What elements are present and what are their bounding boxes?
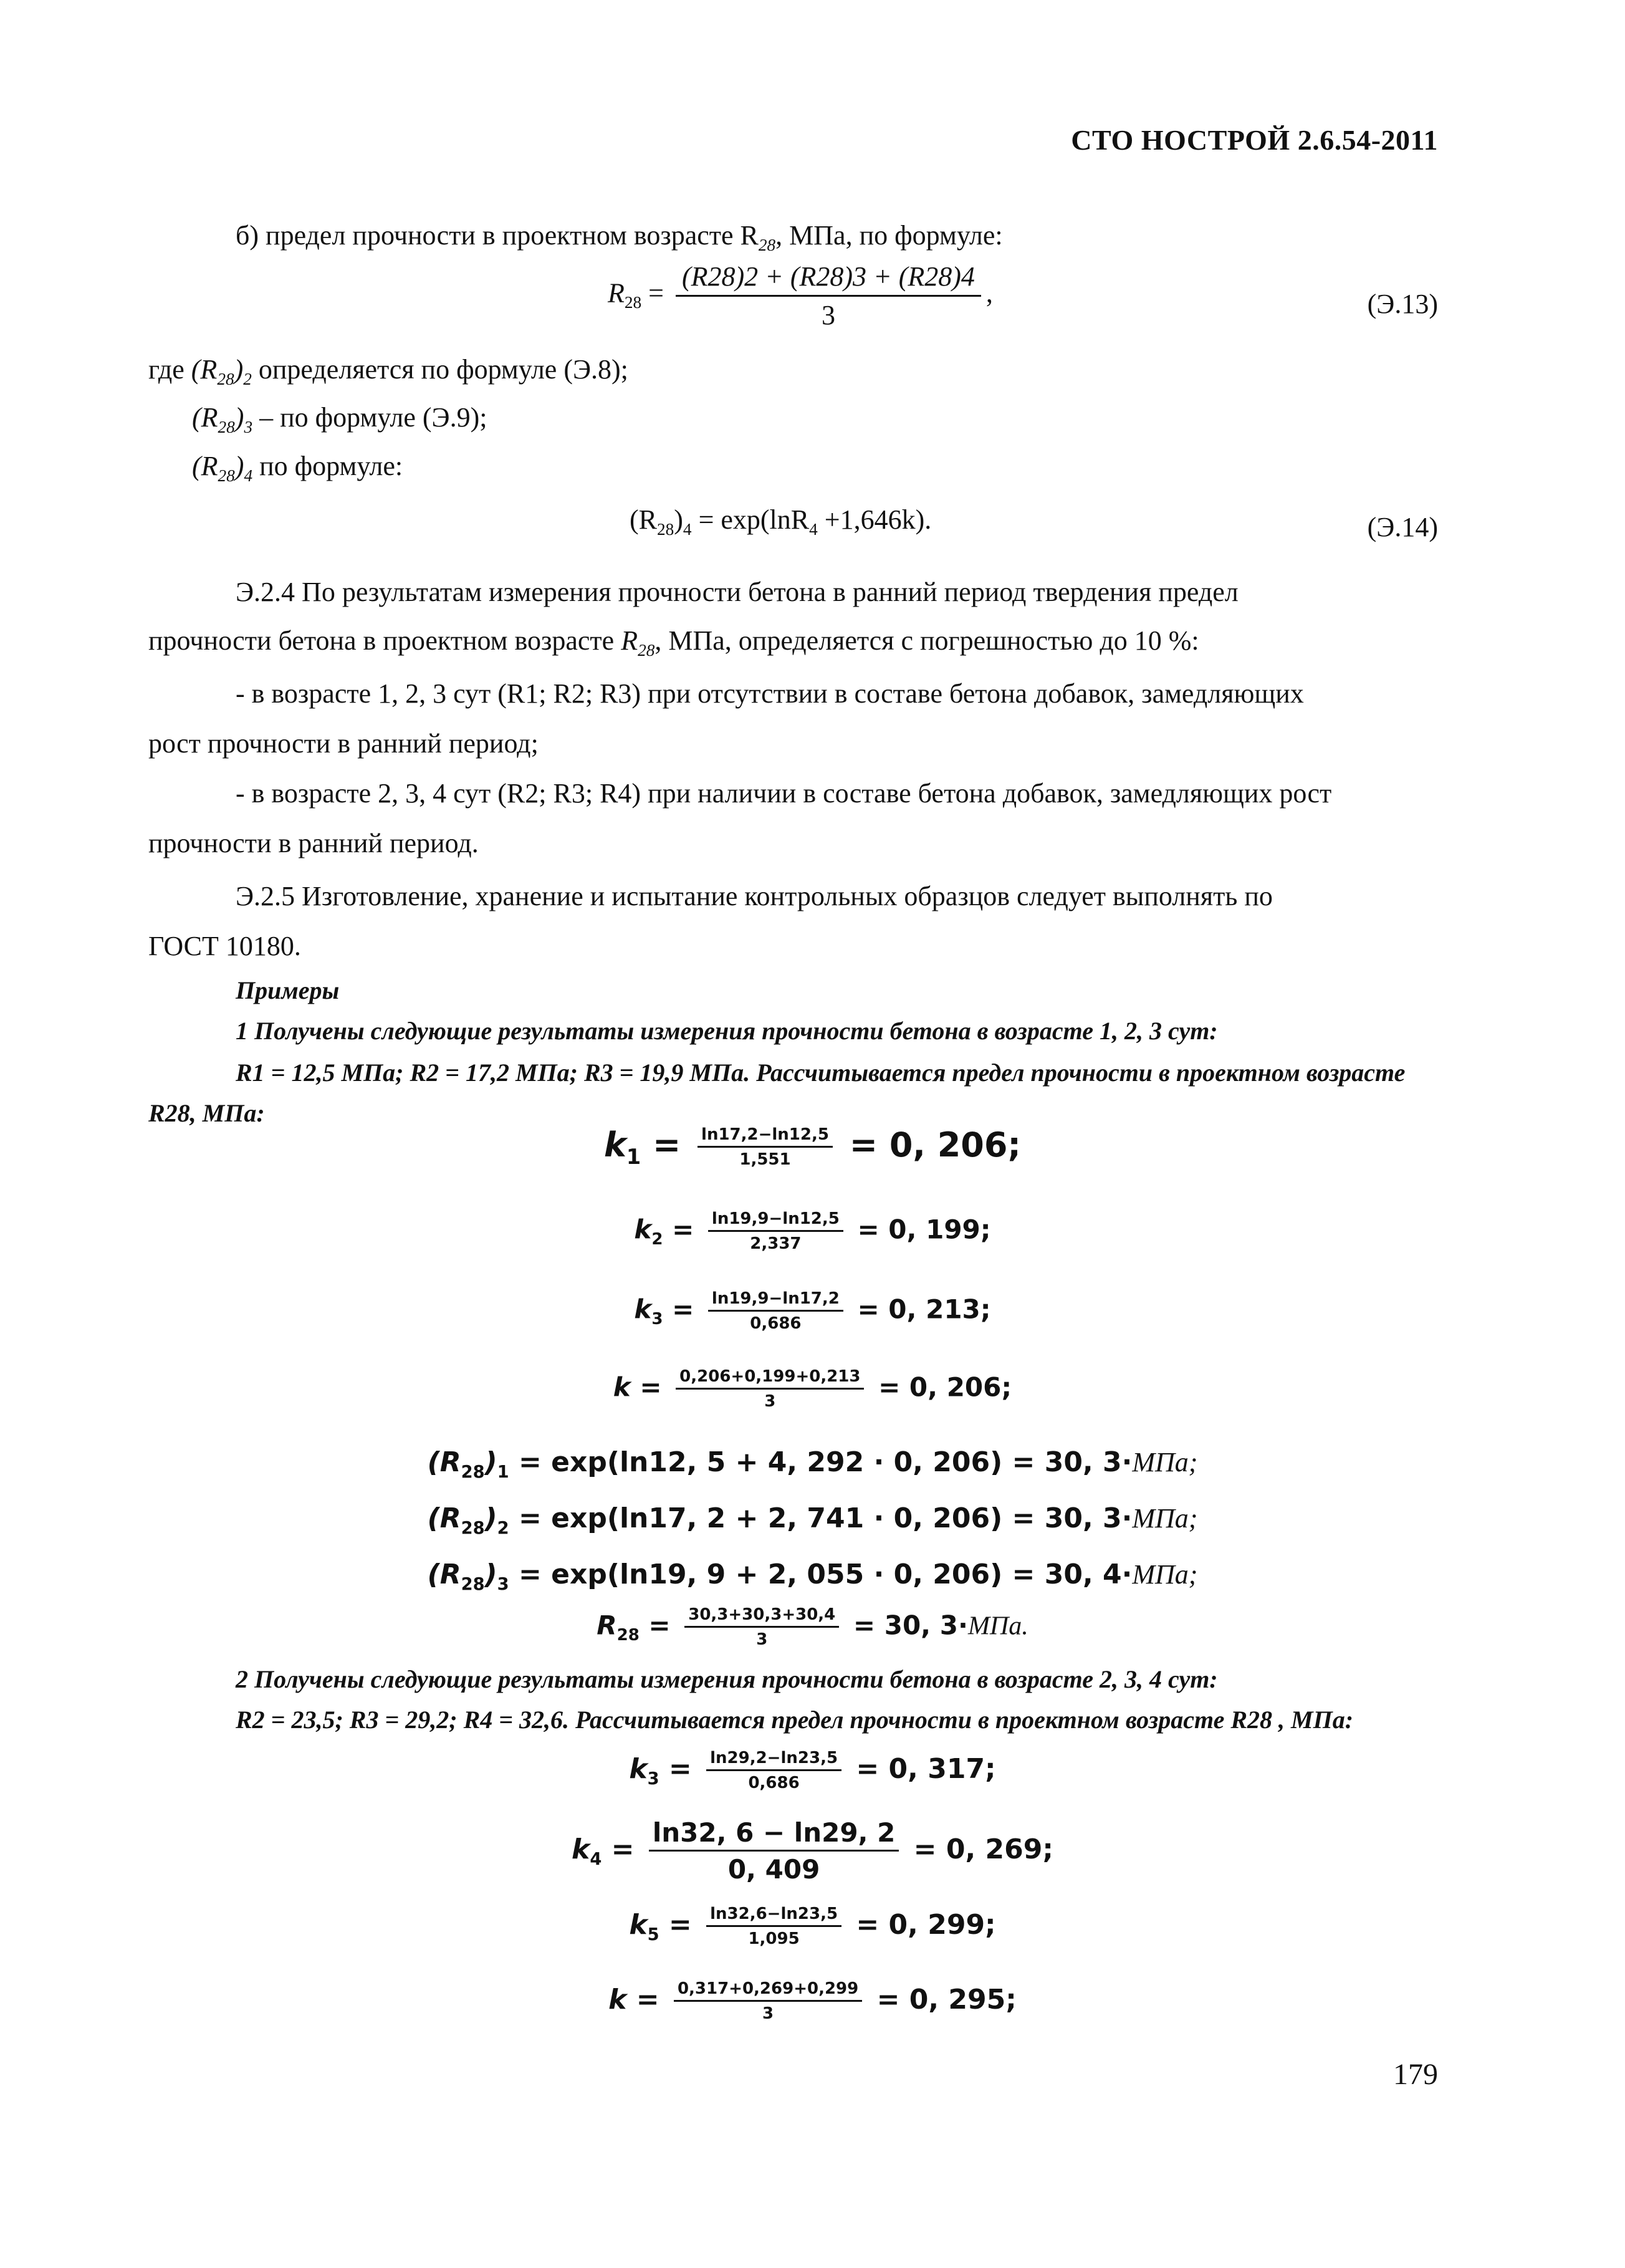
where2-close: ): [234, 402, 244, 433]
calc1-k-fraction: [676, 1367, 864, 1411]
calc1-r3-idx: 3: [497, 1574, 509, 1594]
calc1-r3-rhs: = exp(ln19, 9 + 2, 055 · 0, 206) = 30, 4·: [509, 1559, 1133, 1590]
calc2-k3-num: ln29,2−ln23,5: [706, 1749, 841, 1771]
calc2-k4-var: k: [572, 1833, 590, 1865]
calc1-r28-fraction: [684, 1605, 839, 1649]
calc1-r1-lhs: (R: [427, 1446, 461, 1478]
eq13-lhs-sub: 28: [624, 293, 642, 312]
eq13-numerator: (R28)2 + (R28)3 + (R28)4: [676, 261, 981, 297]
calc1-r2: [0, 1502, 1625, 1538]
calc2-k5-res: = 0, 299;: [856, 1909, 996, 1941]
eq13-lhs: R: [608, 277, 625, 309]
eq13-eq: =: [648, 277, 664, 309]
calc1-r2-unit: МПа;: [1132, 1503, 1198, 1534]
calc1-k1-var: k: [603, 1125, 626, 1165]
calc1-r28-num: 30,3+30,3+30,4: [684, 1605, 839, 1628]
eq14-rhs-sub: 4: [809, 519, 818, 539]
paragraph-e25-line1: Э.2.5 Изготовление, хранение и испытание контрольных образцов следует выполнять по: [236, 881, 1273, 911]
where-line-1: [148, 346, 1445, 396]
calc1-k2: $k_2$ = $\frac{\ln 19,9-\ln 12,5}{2,337}$ = 0, 199;: [634, 1209, 991, 1253]
where-line-3: [192, 443, 1488, 493]
calc2-k3-den: 0,686: [748, 1774, 800, 1792]
calc2-k4-fraction: [649, 1817, 899, 1885]
calc1-k2-num: ln19,9−ln12,5: [708, 1209, 843, 1232]
example2-values: R2 = 23,5; R3 = 29,2; R4 = 32,6. Рассчитывается предел прочности в проектном возрасте R28 , МПа:: [236, 1706, 1354, 1734]
calc1-r1-rhs: = exp(ln12, 5 + 4, 292 · 0, 206) = 30, 3·: [509, 1446, 1133, 1478]
calc1-r28-unit: МПа.: [967, 1612, 1028, 1641]
calc1-k3-den: 0,686: [750, 1314, 802, 1333]
where3-idx: 4: [244, 466, 253, 485]
calc1-r28: $R_{28}$ = $\frac{30,3+30,3+30,4}{3}$ = 30, 3·МПа.: [597, 1605, 1028, 1649]
calc2-k-var: k: [608, 1984, 627, 2016]
eq14-rhs-tail: +1,646k).: [817, 504, 932, 535]
calc2-k5-num: ln32,6−ln23,5: [706, 1905, 841, 1927]
eq14-lhs-sub: 28: [657, 519, 674, 539]
calc2-k5: $k_5$ = $\frac{\ln 32,6-\ln 23,5}{1,095}$ = 0, 299;: [629, 1905, 996, 1948]
calc1-k1-fraction: [697, 1125, 833, 1169]
calc1-k3-fraction: [708, 1289, 843, 1333]
calc1-k2-den: 2,337: [750, 1234, 802, 1253]
where3-var: (R: [192, 451, 218, 481]
example1-intro: 1 Получены следующие результаты измерения прочности бетона в возрасте 1, 2, 3 сут:: [236, 1017, 1218, 1045]
calc1-k-var: k: [613, 1372, 631, 1403]
calc2-k4-den: 0, 409: [727, 1854, 820, 1885]
where3-text: по формуле:: [252, 451, 403, 481]
calc1-k-res: = 0, 206;: [878, 1372, 1012, 1403]
calc1-r2-rhs: = exp(ln17, 2 + 2, 741 · 0, 206) = 30, 3·: [509, 1502, 1133, 1534]
calc1-r2-close: ): [484, 1502, 497, 1534]
calc1-k-den: 3: [764, 1392, 776, 1411]
where1-idx: 2: [243, 369, 252, 388]
calc2-k4-num: ln32, 6 − ln29, 2: [649, 1817, 899, 1852]
calc1-r2-lhs: (R: [427, 1502, 461, 1534]
e24-line2a: прочности бетона в проектном возрасте: [148, 625, 621, 656]
calc1-r28-var: R: [597, 1610, 617, 1641]
where3-close: ): [234, 451, 244, 481]
bullet1-line2: рост прочности в ранний период;: [148, 728, 539, 759]
where2-var: (R: [192, 402, 218, 433]
calc1-r1-sub: 28: [461, 1462, 485, 1482]
equation-e14: [630, 504, 932, 539]
calc1-k2-sub: 2: [651, 1229, 663, 1249]
where3-sub: 28: [218, 466, 235, 485]
example1-values-cont: R28, МПа:: [148, 1099, 265, 1127]
calc1-k2-res: = 0, 199;: [857, 1214, 991, 1245]
eq13-denominator: 3: [821, 300, 835, 330]
calc1-k3: $k_3$ = $\frac{\ln 19,9-\ln 17,2}{0,686}$ = 0, 213;: [634, 1289, 991, 1333]
calc2-k5-den: 1,095: [748, 1929, 800, 1948]
where1-text: определяется по формуле (Э.8);: [251, 354, 628, 385]
e24-line2-var: R: [621, 625, 638, 656]
calc1-k-num: 0,206+0,199+0,213: [676, 1367, 864, 1390]
eq14-lhs-idx: 4: [683, 519, 692, 539]
e24-line2-sub: 28: [638, 640, 655, 660]
where2-sub: 28: [218, 417, 235, 436]
bullet1-line1: - в возрасте 1, 2, 3 сут (R1; R2; R3) при отсутствии в составе бетона добавок, замедляющих: [236, 678, 1304, 709]
calc2-k3-res: = 0, 317;: [856, 1753, 996, 1785]
calc2-k4-sub: 4: [590, 1849, 602, 1869]
example2-intro: 2 Получены следующие результаты измерения прочности бетона в возрасте 2, 3, 4 сут:: [236, 1665, 1218, 1693]
calc1-r2-idx: 2: [497, 1518, 509, 1538]
calc1-k2-var: k: [634, 1214, 652, 1245]
paragraph-e25-line2: ГОСТ 10180.: [148, 931, 301, 961]
examples-title: Примеры: [236, 976, 340, 1004]
calc1-k1-den: 1,551: [739, 1150, 791, 1170]
calc1-r28-res: = 30, 3·: [853, 1610, 968, 1641]
calc1-k3-sub: 3: [651, 1309, 663, 1329]
paragraph-b-text: б) предел прочности в проектном возрасте R: [236, 220, 759, 251]
equation-e13: [608, 261, 993, 331]
calc1-k1-res: = 0, 206;: [849, 1125, 1022, 1165]
calc1-r28-den: 3: [756, 1630, 768, 1649]
paragraph-b-tail: , МПа, по формуле:: [775, 220, 1003, 251]
where1-sub: 28: [217, 369, 234, 388]
e24-line2b: , МПа, определяется с погрешностью до 10 %:: [654, 625, 1199, 656]
calc1-k3-res: = 0, 213;: [857, 1294, 991, 1325]
example1-values: R1 = 12,5 МПа; R2 = 17,2 МПа; R3 = 19,9 МПа. Рассчитывается предел прочности в проектном возрасте: [236, 1059, 1406, 1087]
where1-pre: где: [148, 354, 191, 385]
calc2-k5-var: k: [629, 1909, 648, 1941]
calc2-k-fraction: [674, 1979, 862, 2023]
eq13-number: (Э.13): [1367, 289, 1438, 319]
calc2-k5-fraction: [706, 1905, 841, 1948]
calc1-r2-sub: 28: [461, 1518, 485, 1538]
calc2-k3-var: k: [629, 1753, 648, 1785]
calc1-r1-unit: МПа;: [1132, 1447, 1198, 1478]
calc1-r3-unit: МПа;: [1132, 1559, 1198, 1590]
calc1-k1-num: ln17,2−ln12,5: [697, 1125, 833, 1148]
calc1-r3-lhs: (R: [427, 1559, 461, 1590]
calc1-r1-close: ): [484, 1446, 497, 1478]
calc1-r1: [0, 1446, 1625, 1482]
calc2-k: k = $\frac{0,317+0,269+0,299}{3}$ = 0, 295;: [608, 1979, 1017, 2023]
calc2-k3-sub: 3: [647, 1769, 659, 1789]
paragraph-b: [148, 212, 1445, 262]
eq14-lhs: (R: [630, 504, 657, 535]
where2-idx: 3: [244, 417, 253, 436]
calc1-r28-sub: 28: [616, 1625, 640, 1645]
calc2-k-res: = 0, 295;: [876, 1984, 1017, 2016]
eq14-lhs-close: ): [674, 504, 683, 535]
where2-text: – по формуле (Э.9);: [252, 402, 487, 433]
bullet2-line2: прочности в ранний период.: [148, 828, 479, 858]
calc2-k-num: 0,317+0,269+0,299: [674, 1979, 862, 2002]
calc2-k5-sub: 5: [647, 1924, 659, 1944]
eq13-fraction: [676, 261, 981, 331]
bullet2-line1: - в возрасте 2, 3, 4 сут (R2; R3; R4) при наличии в составе бетона добавок, замедляющих рост: [236, 778, 1332, 809]
calc1-r3-sub: 28: [461, 1574, 485, 1594]
paragraph-e24-line1: Э.2.4 По результатам измерения прочности бетона в ранний период твердения предел: [236, 577, 1239, 607]
eq14-rhs: = exp(lnR: [691, 504, 810, 535]
eq13-tail: ,: [985, 277, 993, 309]
calc2-k4-res: = 0, 269;: [913, 1833, 1053, 1865]
calc1-k: k = $\frac{0,206+0,199+0,213}{3}$ = 0, 206;: [613, 1367, 1012, 1411]
calc2-k3: $k_3$ = $\frac{\ln 29,2-\ln 23,5}{0,686}$ = 0, 317;: [629, 1749, 996, 1792]
where1-var: (R: [191, 354, 218, 385]
where1-close: ): [234, 354, 244, 385]
calc1-k3-var: k: [634, 1294, 652, 1325]
eq14-number: (Э.14): [1367, 512, 1438, 542]
calc2-k3-fraction: [706, 1749, 841, 1792]
paragraph-b-sub: 28: [758, 235, 776, 254]
calc1-k1-sub: 1: [626, 1144, 641, 1169]
calc1-k1: $k_1$ = $\frac{\ln 17,2-\ln 12,5}{1,551}$ = 0, 206;: [603, 1125, 1022, 1170]
document-header: СТО НОСТРОЙ 2.6.54-2011: [1071, 124, 1438, 156]
calc1-r3-close: ): [484, 1559, 497, 1590]
calc1-r1-idx: 1: [497, 1462, 509, 1482]
calc2-k4: $k_4$ = $\frac{\ln 32, 6 - \ln 29, 2}{0, 409}$ = 0, 269;: [572, 1817, 1053, 1885]
calc1-k2-fraction: [708, 1209, 843, 1253]
calc2-k-den: 3: [762, 2004, 774, 2023]
paragraph-e24-line2: [148, 617, 1445, 668]
where-line-2: [192, 394, 1488, 444]
calc1-k3-num: ln19,9−ln17,2: [708, 1289, 843, 1312]
page-number: 179: [1393, 2058, 1438, 2091]
calc1-r3: [0, 1559, 1625, 1594]
